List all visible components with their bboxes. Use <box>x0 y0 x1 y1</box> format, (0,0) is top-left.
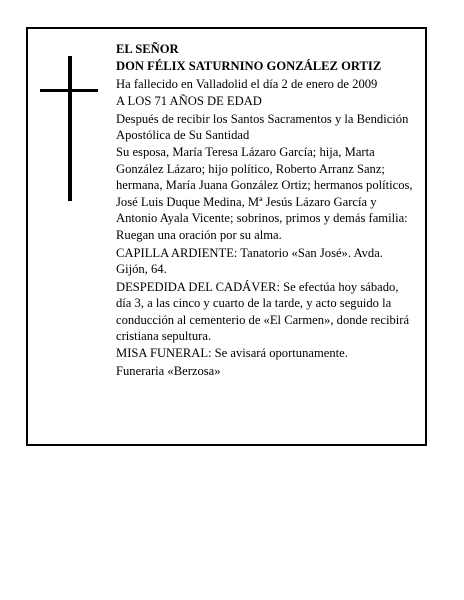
chapel-info: CAPILLA ARDIENTE: Tanatorio «San José». Avda. Gijón, 64. <box>116 245 383 277</box>
obituary-notice <box>26 27 427 446</box>
funeral-mass-info: MISA FUNERAL: Se avisará oportunamente. <box>116 346 348 361</box>
deceased-name: DON FÉLIX SATURNINO GONZÁLEZ ORTIZ <box>116 59 382 74</box>
cross-horizontal-bar <box>40 89 98 92</box>
prayer-request: Ruegan una oración por su alma. <box>116 228 282 243</box>
notice-title: EL SEÑOR <box>116 42 179 56</box>
farewell-info: DESPEDIDA DEL CADÁVER: Se efectúa hoy sábado, día 3, a las cinco y cuarto de la tarde, y acto seguido la conducción al cementerio de «El Carmen», donde recibirá cristiana sepultura. <box>116 279 410 343</box>
cross-vertical-bar <box>68 56 72 201</box>
death-info: Ha fallecido en Valladolid el día 2 de enero de 2009 <box>116 76 378 91</box>
age-line: A LOS 71 AÑOS DE EDAD <box>116 94 262 109</box>
notice-body <box>116 41 416 380</box>
family-list: Su esposa, María Teresa Lázaro García; hija, Marta González Lázaro; hijo político, Roberto Arranz Sanz; hermana, María Juana González Ortiz; hermanos políticos, José Luis Duque Medina, Mª Jesús Lázaro García y Antonio Ayala Vicente; sobrinos, primos y demás familia: <box>116 145 413 226</box>
sacraments-line: Después de recibir los Santos Sacramentos y la Bendición Apostólica de Su Santidad <box>116 111 409 143</box>
cross-icon <box>40 56 98 201</box>
funeral-home: Funeraria «Berzosa» <box>116 363 221 378</box>
